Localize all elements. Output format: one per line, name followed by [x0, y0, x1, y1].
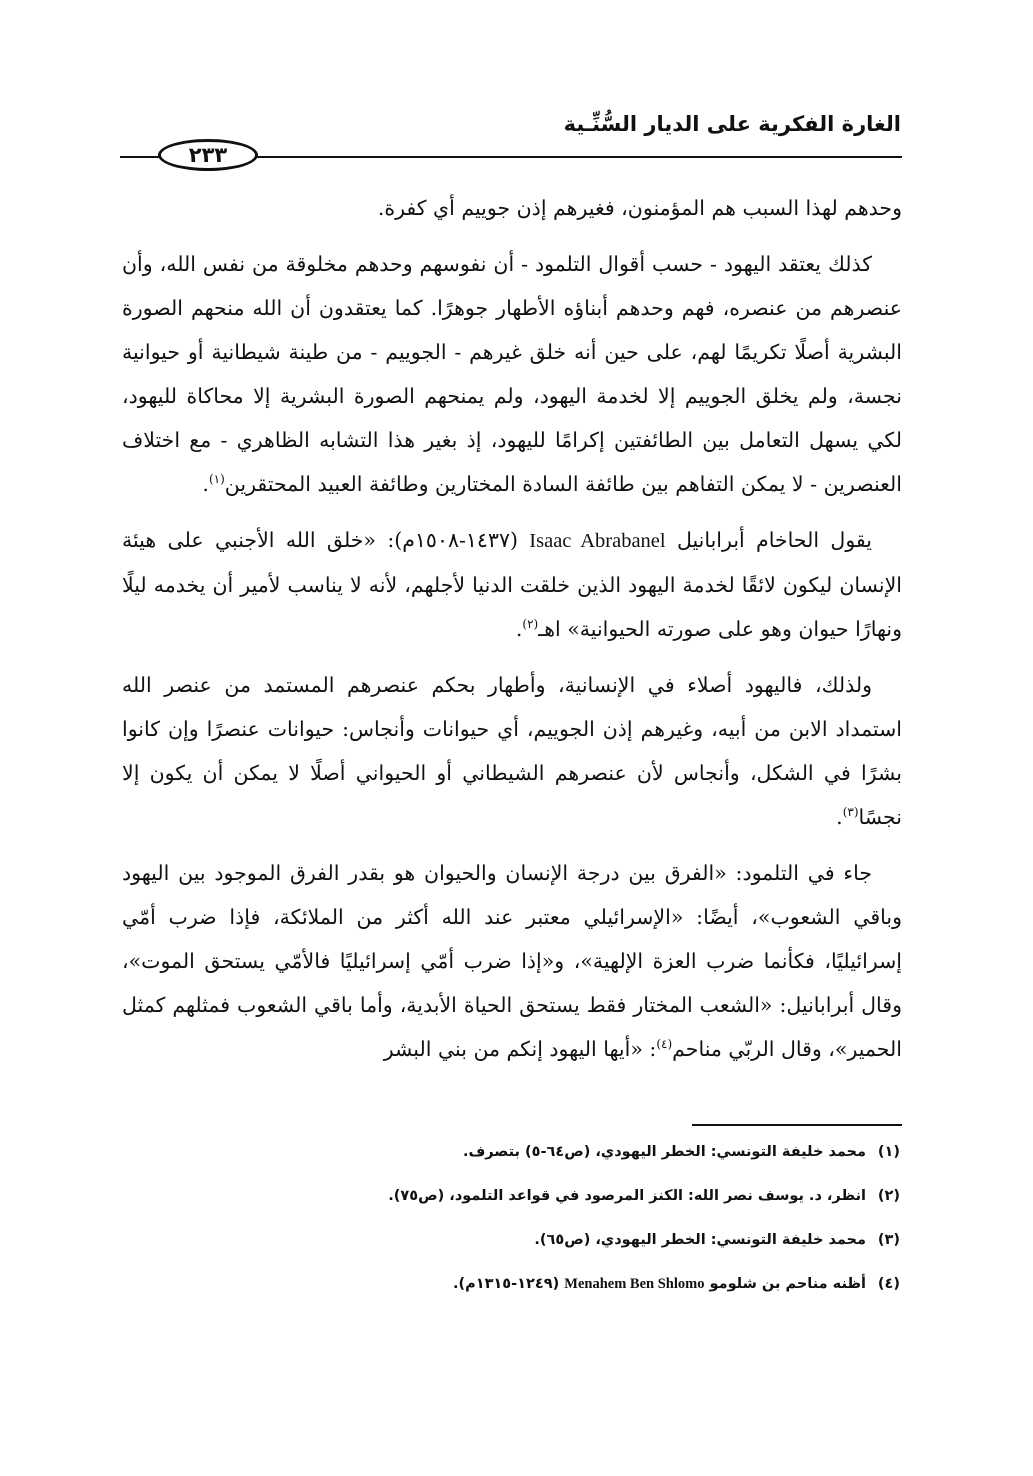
paragraph-3-mid: (١٤٣٧-١٥٠٨م): «خلق الله الأجنبي على هيئة الإنسان ليكون لائقًا لخدمة اليهود الذين خلقت الدنيا لأجلهم، لأنه لا يناسب لأمير أن يخدمه ليلًا ونهارًا حيوان وهو على صورته الحيوانية» اهـ [122, 528, 902, 641]
footnote-number: (١) [877, 1144, 900, 1160]
paragraph-3 [122, 518, 902, 651]
latin-name-menahem: Menahem Ben Shlomo [564, 1276, 705, 1292]
paragraph-1 [122, 186, 902, 230]
footnote-ref-1[interactable]: (١) [208, 472, 225, 487]
paragraph-4-end: . [836, 805, 843, 829]
footnotes [200, 1140, 900, 1316]
page-number-badge [158, 139, 258, 171]
footnote-text: انظر، د. يوسف نصر الله: الكنز المرصود في قواعد التلمود، (ص٧٥). [388, 1188, 866, 1204]
footnote-rule [692, 1124, 902, 1126]
page-number: ٢٣٣ [188, 143, 228, 167]
footnote-3 [200, 1228, 900, 1252]
footnote-text [200, 1272, 866, 1296]
footnote-4-end: (١٢٤٩-١٣١٥م). [452, 1276, 560, 1292]
paragraph-1-text: وحدهم لهذا السبب هم المؤمنون، فغيرهم إذن جوييم أي كفرة. [377, 196, 902, 220]
paragraph-2-text: كذلك يعتقد اليهود - حسب أقوال التلمود - أن نفوسهم وحدهم مخلوقة من نفس الله، وأن عنصرهم من عنصره، فهم وحدهم أبناؤه الأطهار جوهرًا. كما يعتقدون أن الله منحهم الصورة البشرية أصلًا تكريمًا لهم، على حين أنه خلق غيرهم - الجوييم - من طينة شيطانية أو حيوانية نجسة، ولم يخلق الجوييم إلا لخدمة اليهود، ولم يمنحهم الصورة البشرية إلا محاكاة لليهود، لكي يسهل التعامل بين الطائفتين إكرامًا لليهود، إذ بغير هذا التشابه الظاهري - مع اختلاف العنصرين - لا يمكن التفاهم بين طائفة السادة المختارين وطائفة العبيد المحتقرين [122, 252, 902, 496]
paragraph-4-text: ولذلك، فاليهود أصلاء في الإنسانية، وأطهار بحكم عنصرهم المستمد من عنصر الله استمداد الابن من أبيه، وغيرهم إذن الجوييم، أي حيوانات وأنجاس: حيوانات عنصرًا وإن كانوا بشرًا في الشكل، وأنجاس لأن عنصرهم الشيطاني أو الحيواني أصلًا لا يمكن أن يكون إلا نجسًا [122, 673, 902, 829]
paragraph-2 [122, 242, 902, 506]
body-text [122, 186, 902, 1083]
footnote-1 [200, 1140, 900, 1164]
footnote-number: (٢) [877, 1188, 900, 1204]
footnote-number: (٤) [877, 1276, 900, 1292]
latin-name-abrabanel: Isaac Abrabanel [529, 530, 666, 552]
paragraph-5 [122, 851, 902, 1071]
paragraph-5-end: : «أيها اليهود إنكم من بني البشر [383, 1037, 657, 1061]
footnote-ref-4[interactable]: (٤) [656, 1037, 673, 1052]
paragraph-3-start: يقول الحاخام أبرابانيل [676, 528, 872, 552]
footnote-text: محمد خليفة التونسي: الخطر اليهودي، (ص٦٥). [534, 1232, 866, 1248]
footnote-text: محمد خليفة التونسي: الخطر اليهودي، (ص٦٤-٥) بتصرف. [462, 1144, 866, 1160]
footnote-4-start: أظنه مناحم بن شلومو [709, 1276, 866, 1292]
paragraph-5-text: جاء في التلمود: «الفرق بين درجة الإنسان والحيوان هو بقدر الفرق الموجود بين اليهود وباقي الشعوب»، أيضًا: «الإسرائيلي معتبر عند الله أكثر من الملائكة، فإذا ضرب أمّي إسرائيليًا، فكأنما ضرب العزة الإلهية»، و«إذا ضرب أمّي إسرائيليًا فالأمّي يستحق الموت»، وقال أبرابانيل: «الشعب المختار فقط يستحق الحياة الأبدية، وأما باقي الشعوب فمثلهم كمثل الحمير»، وقال الربّي مناحم [122, 861, 902, 1061]
paragraph-4 [122, 663, 902, 839]
footnote-4 [200, 1272, 900, 1296]
footnote-2 [200, 1184, 900, 1208]
footnote-ref-2[interactable]: (٢) [522, 617, 539, 632]
paragraph-3-end: . [515, 617, 523, 641]
paragraph-2-end: . [202, 472, 209, 496]
footnote-ref-3[interactable]: (٣) [842, 805, 859, 820]
footnote-number: (٣) [877, 1232, 900, 1248]
running-title: الغارة الفكرية على الديار السُّنِّـية [563, 112, 901, 136]
